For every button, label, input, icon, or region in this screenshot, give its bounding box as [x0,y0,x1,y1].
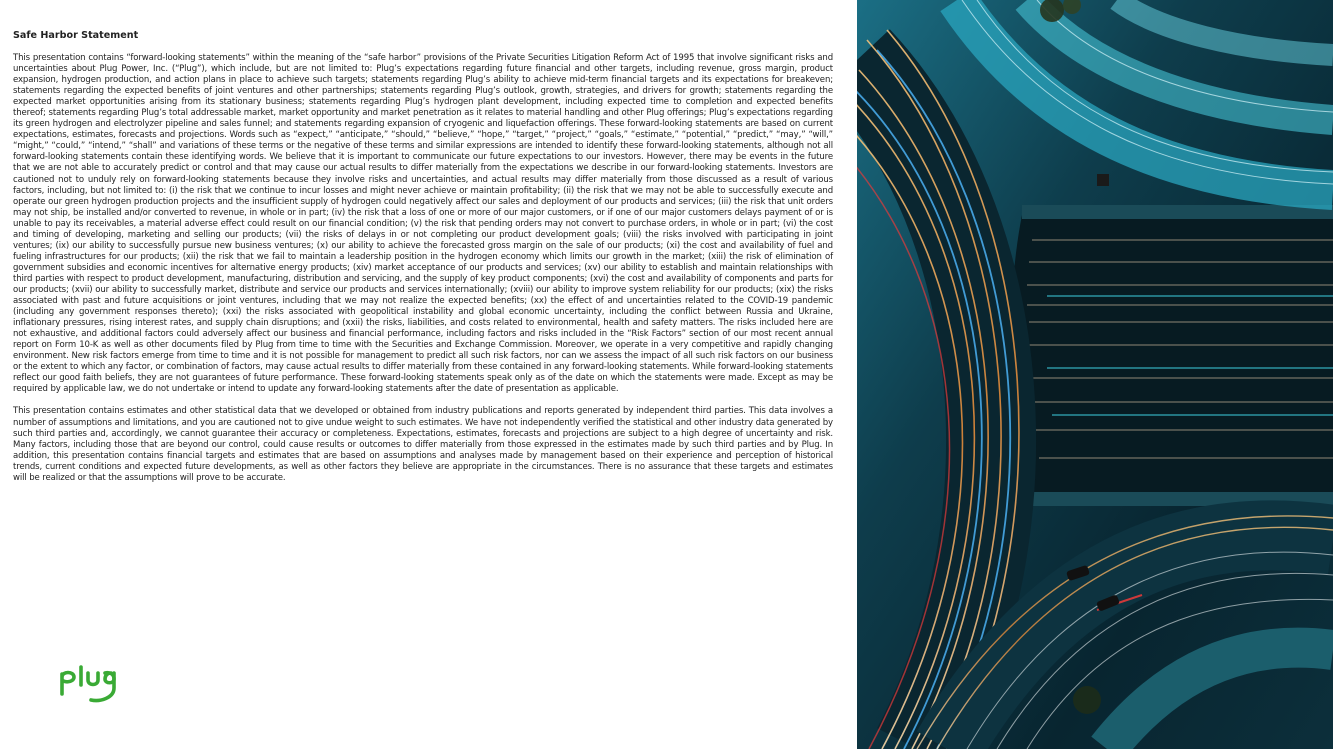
page-title: Safe Harbor Statement [13,30,139,41]
forward-looking-paragraph: This presentation contains “forward-looking statements” within the meaning of the “safe harbor” provisions of the Private Securities Litigation Reform Act of 1995 that involve significant risks and uncertainties about Plug Power, Inc. (“Plug”), which include, but are not limited to: Plug’s expectations regarding future financial and other targets, including revenue, gross margin, product expansion, hydrogen production, and action plans in place to achieve such targets; statements regarding Plug’s ability to achieve mid-term financial targets and its expectations for breakeven; statements regarding the expected benefits of joint ventures and other partnerships; statements regarding Plug’s outlook, growth, strategies, and drivers for growth; statements regarding the expected market opportunities arising from its stationary business; statements regarding Plug’s hydrogen plant development, including expected time to completion and expected benefits thereof; statements regarding Plug’s total addressable market, market opportunity and market penetration as it relates to material handling and other Plug offerings; Plug’s expectations regarding its green hydrogen and electrolyzer pipeline and sales funnel; and statements regarding expansion of cryogenic and liquefaction offerings. These forward-looking statements are based on current expectations, estimates, forecasts and projections. Words such as “expect,” “anticipate,” “should,” “believe,” “hope,” “target,” “project,” “goals,” “estimate,” “potential,” “predict,” “may,” “will,” “might,” “could,” “intend,” “shall” and variations of these terms or the negative of these terms and similar expressions are intended to identify these forward-looking statements, although not all forward-looking statements contain these identifying words. We believe that it is important to communicate our future expectations to our investors. However, there may be events in the future that we are not able to accurately predict or control and that may cause our actual results to differ materially from the expectations we describe in our forward-looking statements. Investors are cautioned not to unduly rely on forward-looking statements because they involve risks and uncertainties, and actual results may differ materially from those discussed as a result of various factors, including, but not limited to: (i) the risk that we continue to incur losses and might never achieve or maintain profitability; (ii) the risk that we may not be able to successfully execute and operate our green hydrogen production projects and the insufficient supply of hydrogen could negatively affect our sales and deployment of our products and services; (iii) the risk that unit orders may not ship, be installed and/or converted to revenue, in whole or in part; (iv) the risk that a loss of one or more of our major customers, or if one of our major customers delays payment of or is unable to pay its receivables, a material adverse effect could result on our financial condition; (v) the risk that pending orders may not convert to purchase orders, in whole or in part; (vi) the cost and timing of developing, marketing and selling our products; (vii) the risks of delays in or not completing our product development goals; (viii) the risks involved with participating in joint ventures; (ix) our ability to successfully pursue new business ventures; (x) our ability to achieve the forecasted gross margin on the sale of our products; (xi) the cost and availability of fuel and fueling infrastructures for our products; (xii) the risk that we fail to maintain a leadership position in the hydrogen economy which limits our growth in the market; (xiii) the risk of elimination of government subsidies and economic incentives for alternative energy products; (xiv) market acceptance of our products and services; (xv) our ability to establish and maintain relationships with third parties with respect to product development, manufacturing, distribution and servicing, and the supply of key product components; (xvi) the cost and availability of components and parts for our products; (xvii) our ability to successfully market, distribute and service our products and services internationally; (xviii) our ability to improve system reliability for our products; (xix) the risks associated with past and future acquisitions or joint ventures, including that we may not realize the expected benefits; (xx) the effect of and uncertainties related to the COVID-19 pandemic (including any government responses thereto); (xxi) the risks associated with geopolitical instability and global economic uncertainty, including the conflict between Russia and Ukraine, inflationary pressures, rising interest rates, and supply chain disruptions; and (xxii) the risks, liabilities, and costs related to environmental, health and safety matters. The risks included here are not exhaustive, and additional factors could adversely affect our business and financial performance, including factors and risks included in the “Risk Factors” section of our most recent annual report on Form 10-K as well as other documents filed by Plug from time to time with the Securities and Exchange Commission. Moreover, we operate in a very competitive and rapidly changing environment. New risk factors emerge from time to time and it is not possible for management to predict all such risk factors, nor can we assess the impact of all such risk factors on our business or the extent to which any factor, or combination of factors, may cause actual results to differ materially from these contained in any forward-looking statements. While forward-looking statements reflect our good faith beliefs, they are not guarantees of future performance. These forward-looking statements speak only as of the date on which the statements were made. Except as may be required by applicable law, we do not undertake or intend to update any forward-looking statements after the date of presentation as applicable. [13,53,833,395]
highway-interchange-aerial-photo [857,0,1333,749]
plug-logo-icon [58,664,118,710]
statistical-data-paragraph: This presentation contains estimates and other statistical data that we developed or obtained from industry publications and reports generated by independent third parties. This data involves a number of assumptions and limitations, and you are cautioned not to give undue weight to such estimates. We have not independently verified the statistical and other industry data generated by such third parties and, accordingly, we cannot guarantee their accuracy or completeness. Expectations, estimates, forecasts and projections are subject to a high degree of uncertainty and risk. Many factors, including those that are beyond our control, could cause results or outcomes to differ materially from those expressed in the estimates made by such third parties and by Plug. In addition, this presentation contains financial targets and estimates that are based on assumptions and analyses made by management based on their experience and perception of historical trends, current conditions and expected future developments, as well as other factors they believe are appropriate in the circumstances. There is no assurance that these targets and estimates will be realized or that the assumptions will prove to be accurate. [13,406,833,483]
safe-harbor-text [13,29,833,495]
